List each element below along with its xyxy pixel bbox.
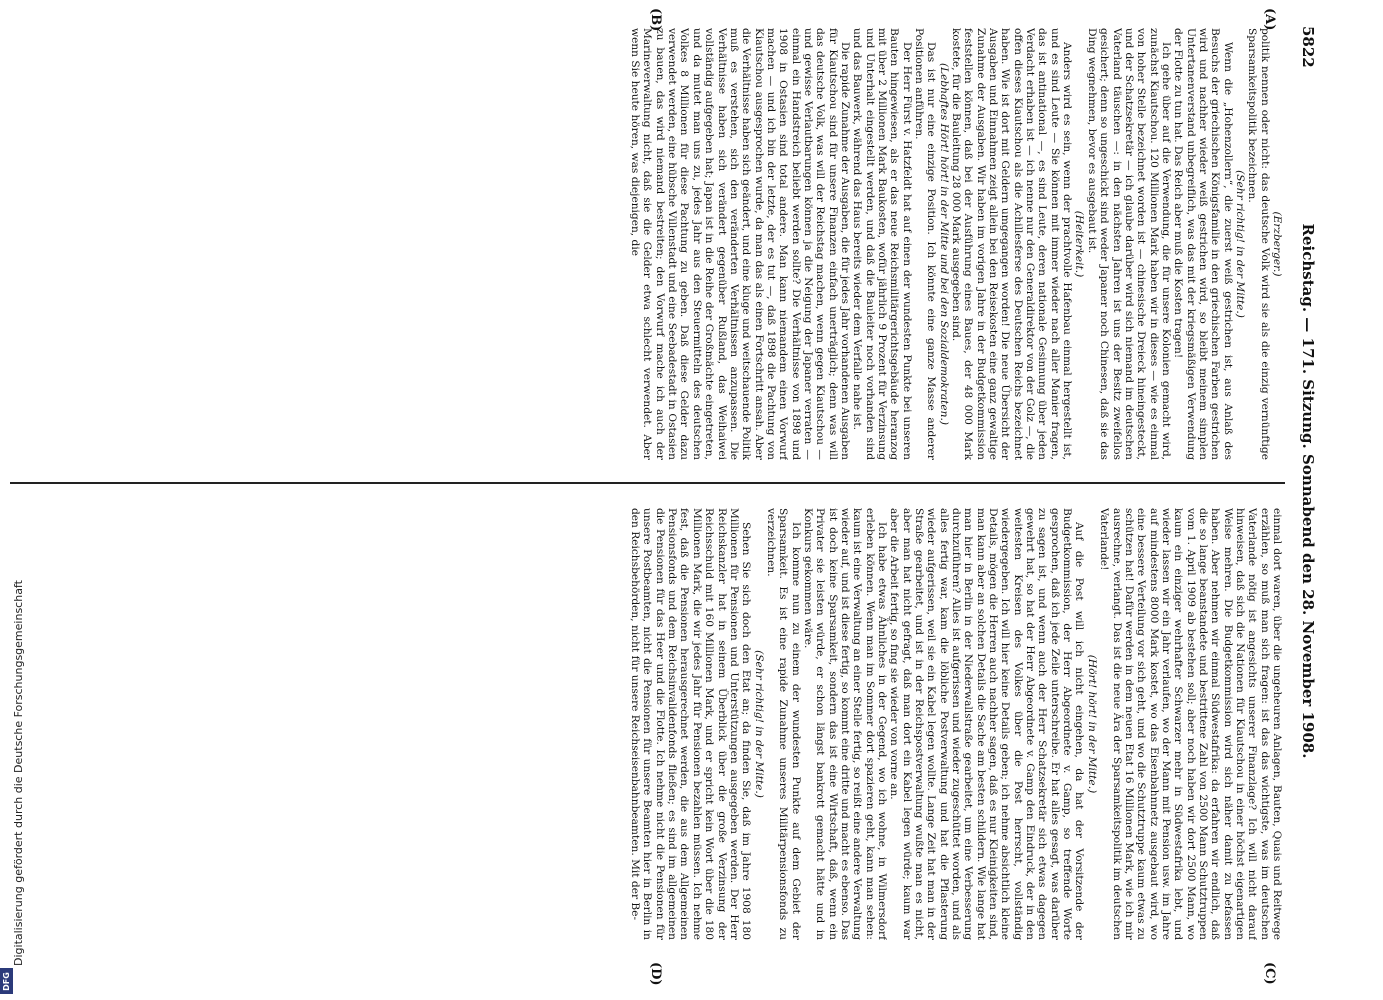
speaker-note: (Erzberger.) [1271,211,1283,277]
margin-letter-d: (D) [648,962,663,986]
dfg-logo: DFG [0,968,13,994]
paragraph: Ich gehe über auf die Verwendung, die für unsere Kolonien gemacht wird, zunächst Kiautschou. 120 Millionen Mark haben wir in dieses — wie es einmal von hoher Stelle bezeichnet worden ist — chinesische Dreieck hineingesteckt, und der Schatzsekretär — ich glaube darüber wird sich niemand im deutschen Vaterland täuschen —: in den nächsten Jahren ist uns der Besitz zweifellos gesichert; denn so ungeschickt sind weder Japaner noch Chinesen, daß sie das Ding wegnehmen, bevor es ausgebaut ist. [1085,28,1172,460]
margin-letter-c: (C) [1262,962,1277,985]
paragraph: Das ist nur eine einzige Position. Ich könnte eine ganze Masse anderer Positionen anführen. [913,28,938,460]
interjection: (Sehr richtig! in der Mitte.) [1233,170,1246,318]
paragraph: Ich habe etwas Ähnliches in der Gegend, wo ich wohne, in Wilmersdorf erleben können. Wenn man im Sommer dort spazieren geht, kann man sehen: kaum ist eine Verwaltung an einer Stelle fertig, so reißt eine andere Verwaltung wieder auf, und ist diese fertig, so kommt eine dritte und macht es ebenso. Das ist doch keine Sparsamkeit, sondern das ist eine Wirtschaft, daß, wenn ein Privater sie leisten würde, er schon längst bankrott gemacht hätte und in Konkurs gekommen wäre. [801,508,888,940]
page-header [1293,26,1323,956]
column-divider [10,482,1285,484]
interjection: (Sehr richtig! in der Mitte.) [752,650,765,798]
margin-letter-b: (B) [648,8,663,32]
paragraph: einmal dort waren, über die ungeheuren Anlagen, Bauten, Quais und Reitwege erzählen, so muß man sich fragen: ist das das wichtigste, was im deutschen Vaterlande nötig ist angesichts unserer Finanzlage? Ich will nicht darauf hinweisen, daß sich die Nationen für Kiautschou in einer höchst eigenartigen Weise mehren. Die Budgetkommission wird sich näher damit zu befassen haben. Aber nehmen wir einmal Südwestafrika: da erfahren wir endlich, daß die so lange beanstandete und bestrittene Zahl von 2500 Mann Schutztruppen vom 1. April 1909 ab bestehen soll; aber noch haben wir dort 2500 Mann, wo kaum ein einziger wehrhafter Schwarzer mehr in Südwestafrika lebt, und wieder lassen wir ein Jahr verlaufen, wo der Mann mit Pension usw. im Jahre auf mindestens 8000 Mark kostet, wo das Eisenbahnnetz ausgebaut wird, wo eine bessere Verteilung vor sich geht, und wo die Schutztruppe kaum etwas zu schützen hat! Dafür werden in dem neuen Etat 16 Millionen Mark, wie ich mir ausrechne, verlangt. Das ist die neue Ära der Sparsamkeitspolitik im deutschen Vaterlande! [1098,508,1283,940]
paragraph: Wenn die „Hohenzollern“, die zuerst weiß gestrichen ist, aus Anlaß des Besuchs der griechischen Königsfamilie in den griechischen Farben gestrichen wird und nachher wieder weiß gestrichen wird, so bleibt meinem simplen Untertanenverstand unbegreiflich, was das mit der kriegsmäßigen Verwendung der Flotte zu tun hat. Das Reich aber muß die Kosten tragen! [1172,28,1234,460]
paragraph: politik nennen oder nicht: das deutsche Volk wird sie als die einzig vernünftige Sparsamkeitspolitik bezeichnen. [1246,28,1271,460]
paragraph: Der Herr Fürst v. Hatzfeldt hat auf einen der wundesten Punkte bei unseren Bauten hingewiesen, als er das neue Reichsmilitärgerichtsgebäude heranzog mit über 2 Millionen Mark Baukosten, wofür jährlich 9 Prozent für Verzinsung und Unterhalt eingestellt werden, und daß die Bauleiter noch vorhanden sind und das Bauwerk, während das Haus bereits wieder dem Verfalle nahe ist. [851,28,913,460]
interjection: (Lebhaftes Hört! hört! in der Mitte und bei den Sozialdemokraten.) [937,62,950,426]
page-title: Reichstag. — 171. Sitzung. Sonnabend den 28. November 1908. [1299,223,1317,759]
funding-note: Digitalisierung gefördert durch die Deutsche Forschungsgemeinschaft [12,580,25,966]
margin-letter-a: (A) [1262,8,1277,31]
paragraph: Sehen Sie sich doch den Etat an; da finden Sie, daß im Jahre 1908 180 Millionen für Pensionen und Unterstützungen ausgegeben werden. Der Herr Reichskanzler hat in seinem Überblick über die große Verzinsung der Reichsschuld mit 160 Millionen Mark, und er spricht kein Wort über die 180 Millionen Mark, die wir jedes Jahr für Pensionen bezahlen müssen. Ich nehme fest, daß die Pensionen herausgerechnet werden, die aus dem Allgemeinen Pensionsfonds und dem Reichsinvalidenfonds fließen; es sind im allgemeinen die Pensionen für das Heer und die Flotte. Ich nehme nicht die Pensionen für unsere Postbeamten, nicht die Pensionen für unsere Beamten hier in Berlin in den Reichsbehörden, nicht für unsere Reichseisenbahnbeamten. Mit der Be- [629,508,753,940]
interjection: (Heiterkeit.) [1073,210,1086,278]
left-column [13,28,1283,460]
right-column [13,508,1283,940]
paragraph: Anders wird es sein, wenn der prachtvolle Hafenbau einmal hergestellt ist, und es sind Leute — Sie können mit immer wieder nach aller Manier fragen, das ist antinational —, es sind Leute, deren nationale Gesinnung über jeden Verdacht erhaben ist — ich nenne nur den Generaldirektor von der Golz —, die offen dieses Kiautschou als die Achillesferse des Deutschen Reichs bezeichnet haben. Wie ist dort mit Geldern umgegangen worden! Die neue Übersicht der Ausgaben und Einnahmen zeigt allein bei den Reisekosten eine ganz gewaltige Zunahme der Ausgaben. Wir haben im vorigen Jahre in der Budgetkommission feststellen können, daß bei der Ausführung eines Baues, der 48 000 Mark kostete, für die Bauleitung 28 000 Mark ausgegeben sind. [950,28,1074,460]
interjection: (Hört! hört! in der Mitte.) [1085,654,1098,794]
paragraph: Auf die Post will ich nicht eingehen, da hat der Vorsitzende der Budgetkommission, der Herr Abgeordnete v. Gamp, so treffende Worte gesprochen, daß ich jede Zeile unterschreibe. Er hat alles gesagt, was darüber zu sagen ist, und wenn auch der Herr Schatzsekretär sich etwas dagegen gewehrt hat, so hat der Herr Abgeordnete v. Gamp den Eindruck, der in den weitesten Kreisen des Volkes über die Post herrscht, vollständig wiedergegeben. Ich will hier keine Details geben; ich nehme absichtlich kleine Details, mögen die Herren auch nachher sagen, daß es nur Kleinigkeiten sind, man kann aber an solchen Details die Sache am besten schildern. Wie lange hat man hier in Berlin in der Niederwallstraße gearbeitet, um eine Verbesserung durchzuführen? Alles ist aufgerissen und wieder zugeschüttet worden, und als alles fertig war, kam die löbliche Postverwaltung und hat die Pflasterung wieder aufgerissen, weil sie ein Kabel legen wollte. Lange Zeit hat man in der Straße gearbeitet, und ist in der Reichspostverwaltung wußte man es nicht, aber man hat nicht gefragt, daß man dort ein Kabel legen würde; kaum war aber die Arbeit fertig, so fing sie wieder von vorne an. [888,508,1086,940]
paragraph: Ich komme nun zu einem der wundesten Punkte auf dem Gebiet der Sparsamkeit. Es ist eine rapide Zunahme unseres Militärpensionsfonds zu verzeichnen. [764,508,802,940]
paragraph: Die rapide Zunahme der Ausgaben, die für jedes Jahr vorhandenen Ausgaben für Kiautschou sind für unsere Finanzen einfach unerträglich; denn was will das deutsche Volk, was will der Reichstag machen, wenn gegen Kiautschou — und gewisse Verlautbarungen können ja die Neigung der Japaner verraten — einmal ein Handstreich beliebt werden sollte? Die Verhältnisse von 1898 und 1908 in Ostasien sind total andere. Man kann niemandem einen Vorwurf machen — und ich bin der letzte, der es tut —, daß 1898 die Pachtung von Kiautschou ausgesprochen wurde, da man das als einen Fortschritt ansah. Aber die Verhältnisse haben sich geändert, und eine kluge und weitschauende Politik muß es verstehen, sich den veränderten Verhältnissen anzupassen. Die Verhältnisse haben sich verändert gegenüber Rußland, das Weihaiwei vollständig aufgegeben hat; Japan ist in die Reihe der Großmächte eingetreten, und da mutet man uns zu, jedes Jahr aus den Steuermitteln des deutschen Volkes 8 Millionen für diese Pachtung zu geben. Daß diese Gelder dazu verwendet werden, eine hübsche Villenstadt und eine Seebadestadt in Ostasien zu bauen, das wird niemand bestreiten; den Vorwurf mache ich auch der Marineverwaltung nicht, daß sie die Gelder etwa schlecht verwendet. Aber wenn Sie heute hören, was diejenigen, die [629,28,851,460]
page-number: 5822 [1299,26,1317,68]
